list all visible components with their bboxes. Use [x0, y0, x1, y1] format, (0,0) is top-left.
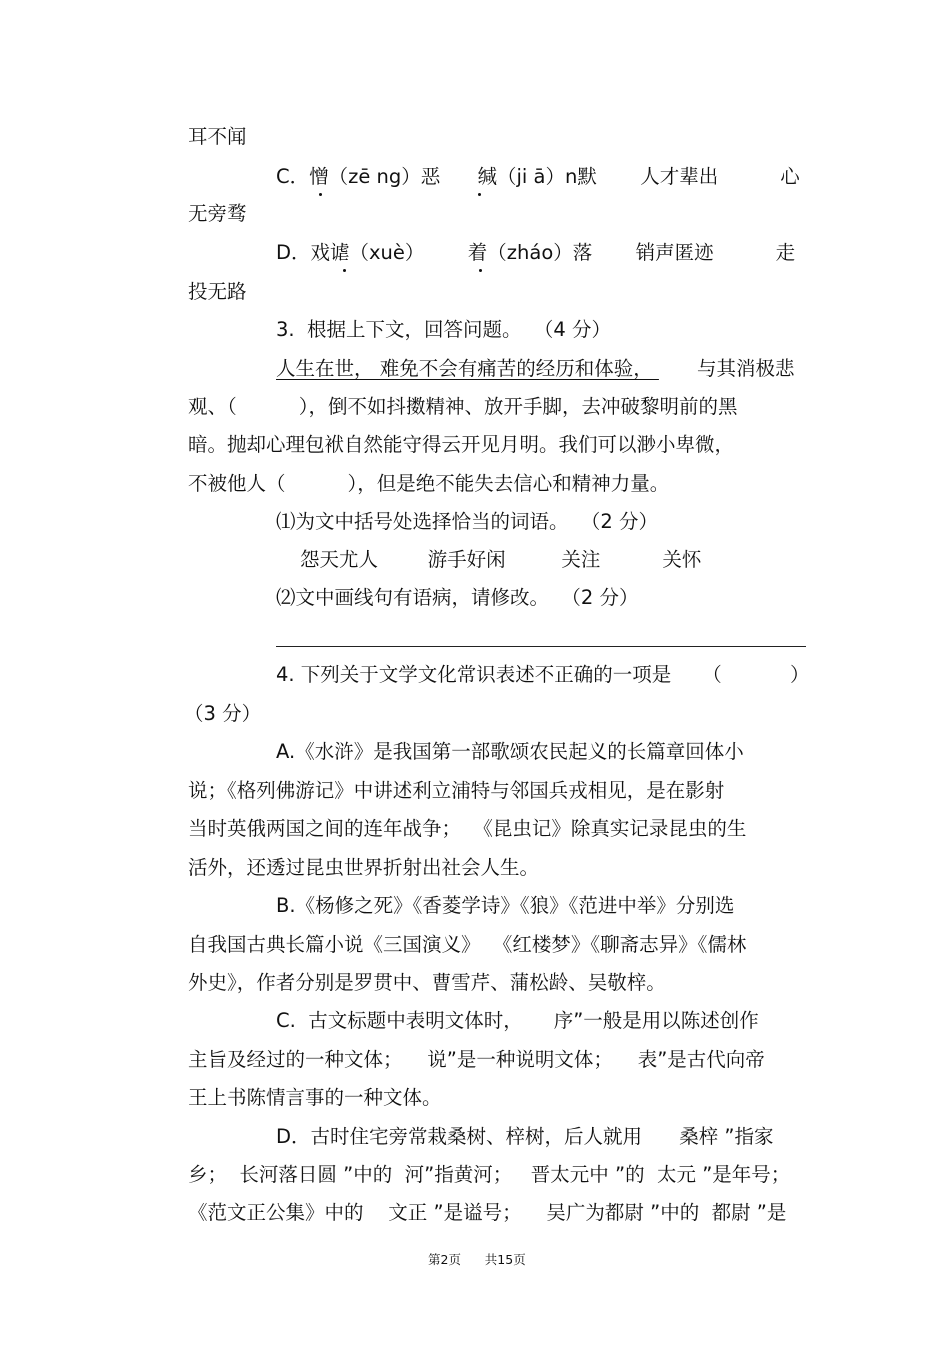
text-line: 投无路	[188, 280, 247, 303]
option-d-line: D．戏谑（xuè） 着（zháo）落 销声匿迹 走	[276, 241, 796, 264]
text-line: 无旁骛	[188, 202, 247, 225]
option-a-line: A.《水浒》是我国第一部歌颂农民起义的长篇章回体小	[276, 740, 744, 763]
text-line: 活外，还透过昆虫世界折射出社会人生。	[188, 856, 540, 879]
option-c-line: C．憎（zē ng）恶 缄（ji ā）n默 人才辈出 心	[276, 165, 800, 188]
text-line: 说；《格列佛游记》中讲述利立浦特与邻国兵戎相见，是在影射	[188, 779, 725, 802]
text-line: 乡； 长河落日圆 ”中的 河”指黄河； 晋太元中 ”的 太元 ”是年号；	[188, 1163, 791, 1186]
emphasis-dot	[343, 269, 346, 272]
text-line: 外史》，作者分别是罗贯中、曹雪芹、蒲松龄、吴敬梓。	[188, 971, 666, 994]
text-line: 主旨及经过的一种文体； 说”是一种说明文体； 表”是古代向帝	[188, 1048, 765, 1071]
question-3-title: 3. 根据上下文，回答问题。 （4 分）	[276, 318, 612, 341]
text-line: 暗。抛却心理包袱自然能守得云开见月明。我们可以渺小卑微，	[188, 433, 735, 456]
word-choices: 怨天尤人 游手好闲 关注 关怀	[300, 548, 702, 571]
option-c-line: C. 古文标题中表明文体时， 序”一般是用以陈述创作	[276, 1009, 759, 1032]
emphasis-dot	[478, 193, 481, 196]
text-line: 当时英俄两国之间的连年战争； 《昆虫记》除真实记录昆虫的生	[188, 817, 747, 840]
sub-question-1: ⑴为文中括号处选择恰当的词语。 （2 分）	[276, 510, 659, 533]
text-line: 王上书陈情言事的一种文体。	[188, 1086, 442, 1109]
emphasis-dot	[479, 269, 482, 272]
page-footer: 第2页 共15页	[428, 1252, 526, 1267]
text-line: 自我国古典长篇小说《三国演义》 《红楼梦》《聊斋志异》《儒林	[188, 933, 747, 956]
text-line: 观、（ ），倒不如抖擞精神、放开手脚，去冲破黎明前的黑	[188, 395, 738, 418]
question-4-title: 4. 下列关于文学文化常识表述不正确的一项是 （ ）	[276, 663, 810, 686]
text-line: （3 分）	[184, 702, 262, 725]
option-b-line: B.《杨修之死》《香菱学诗》《狼》《范进中举》分别选	[276, 894, 735, 917]
text-line: 《范文正公集》中的 文正 ”是谥号； 吴广为都尉 ”中的 都尉 ”是	[188, 1201, 787, 1224]
text-line: 耳不闻	[188, 125, 247, 148]
underlined-sentence: 人生在世， 难免不会有痛苦的经历和体验，	[276, 357, 659, 380]
answer-line	[276, 646, 806, 647]
sub-question-2: ⑵文中画线句有语病，请修改。 （2 分）	[276, 586, 639, 609]
option-d-line: D．古时住宅旁常栽桑树、梓树，后人就用 桑梓 ”指家	[276, 1125, 774, 1148]
text-line: 不被他人（ ），但是绝不能失去信心和精神力量。	[188, 472, 670, 495]
text-line: 与其消极悲	[697, 357, 795, 380]
emphasis-dot	[319, 193, 322, 196]
